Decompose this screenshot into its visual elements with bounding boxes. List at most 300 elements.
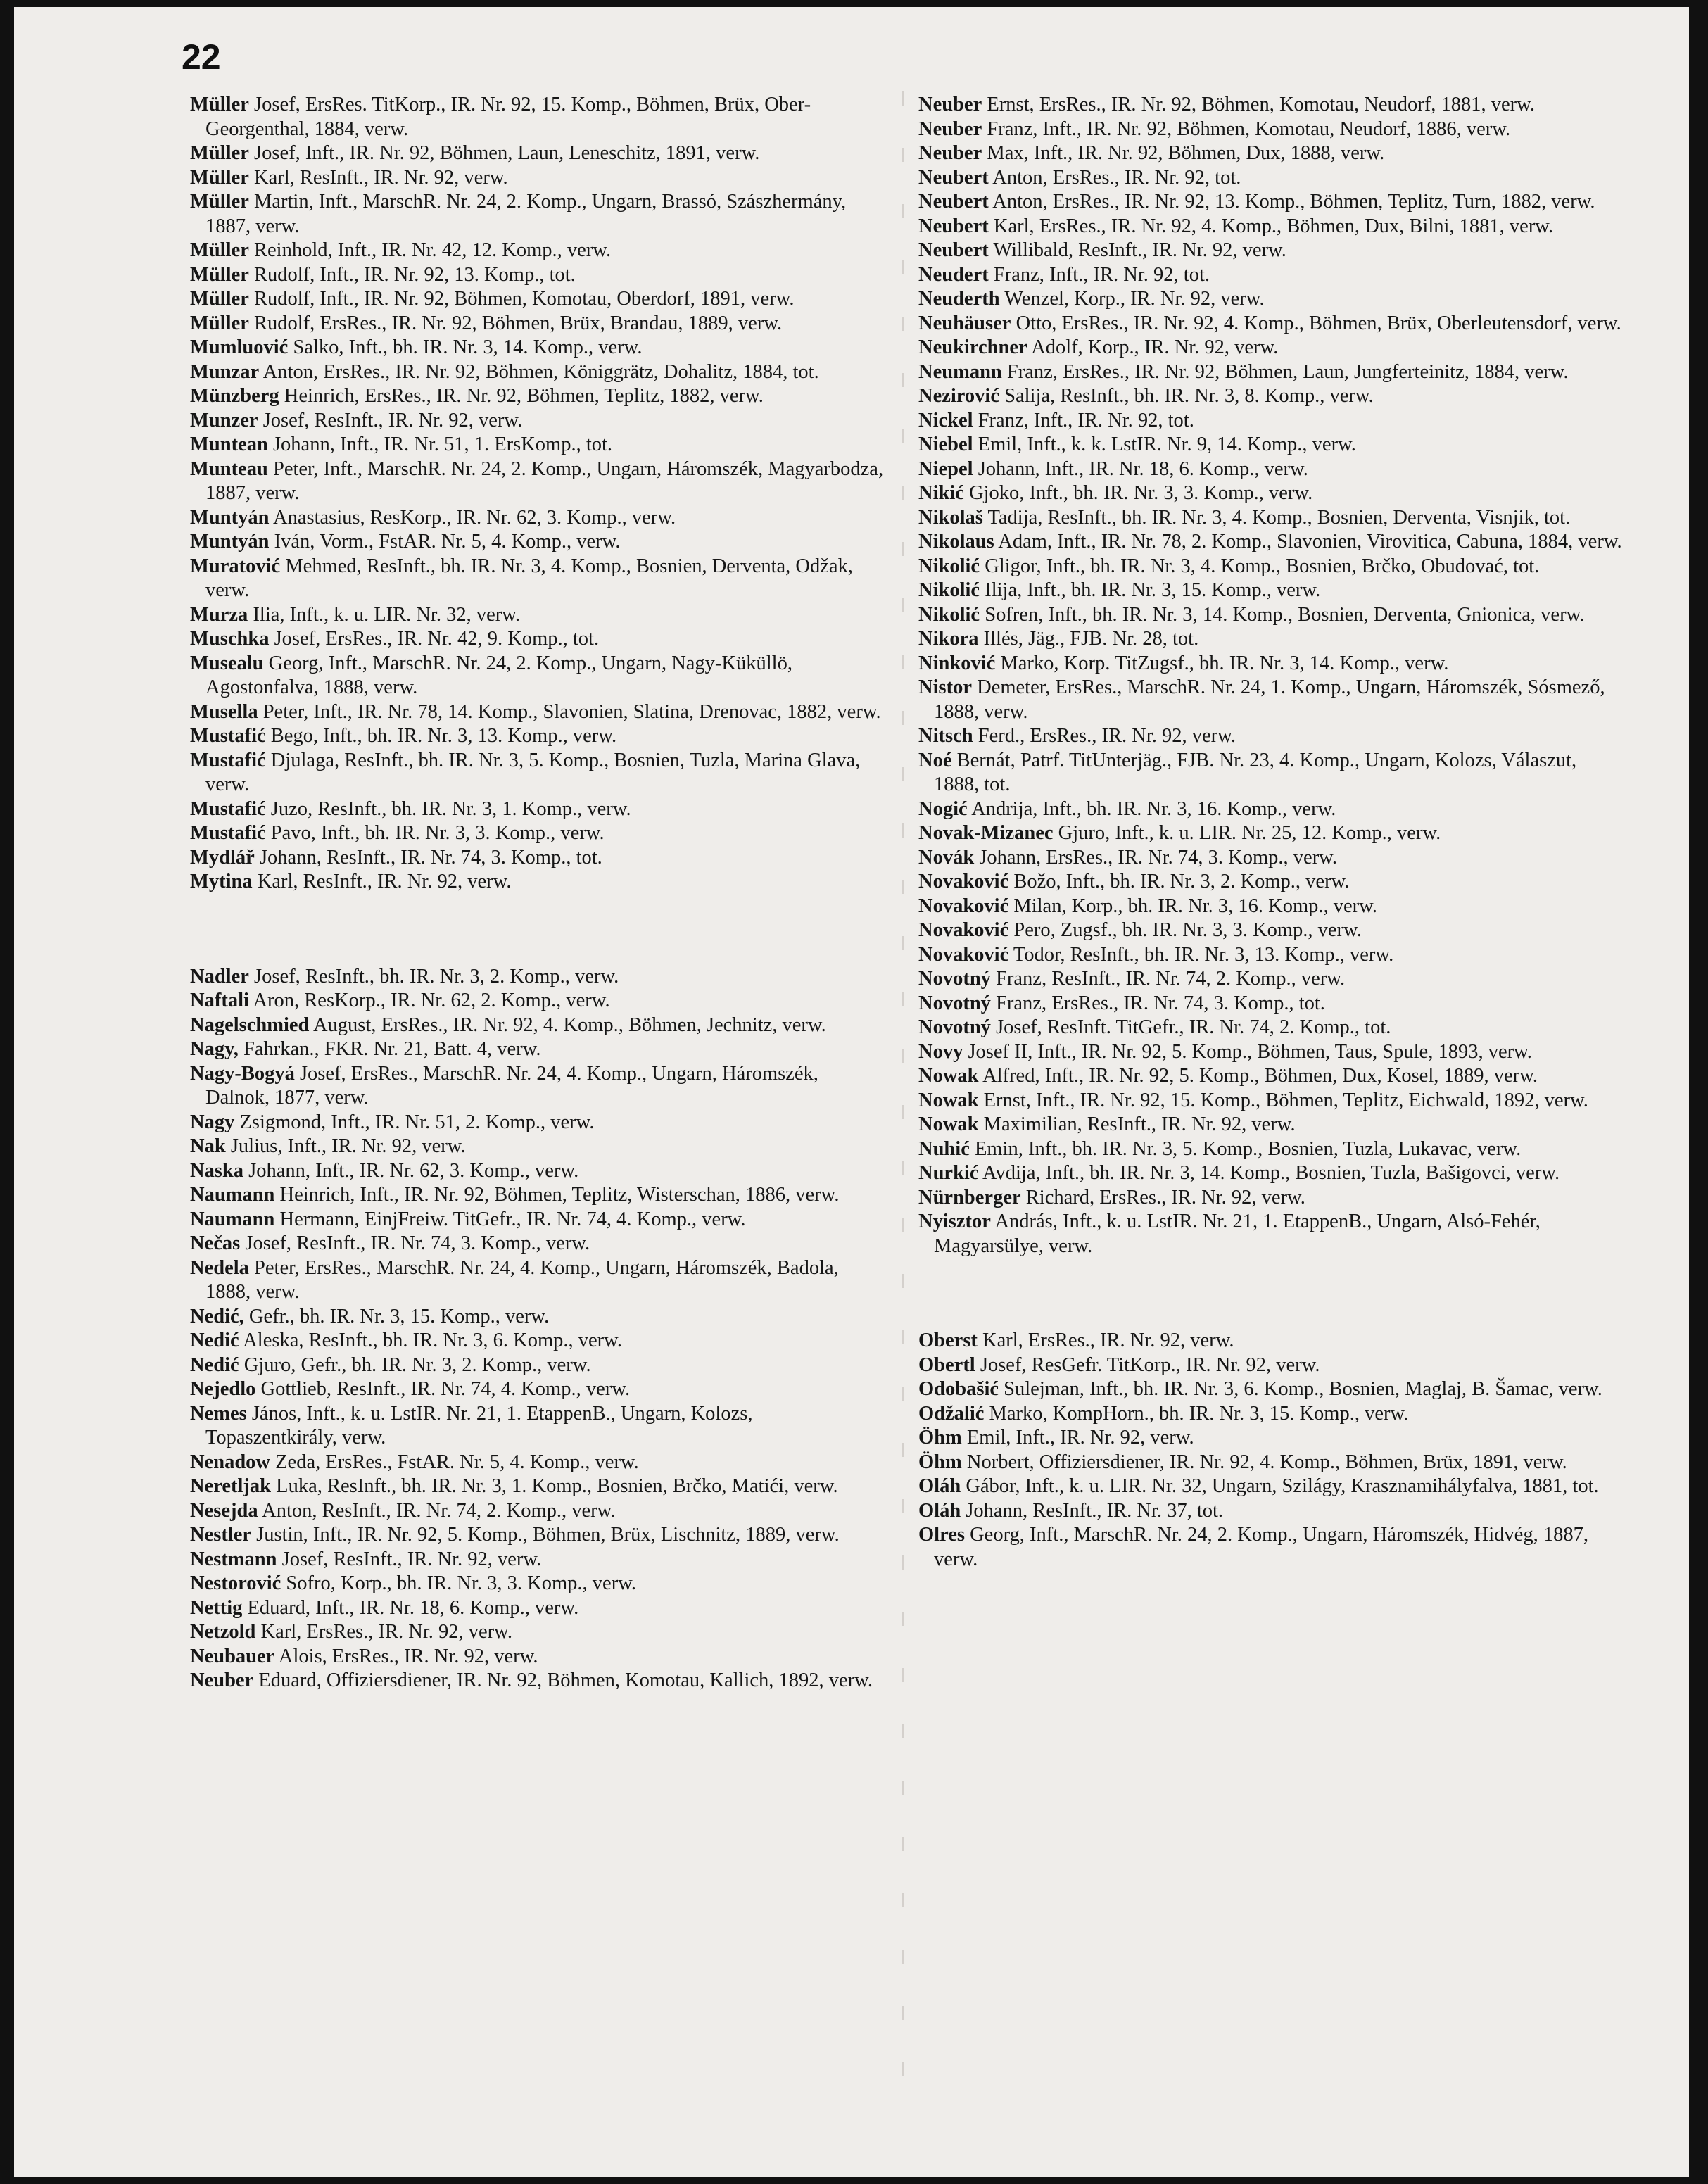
register-entry [918, 1377, 1622, 1402]
register-entry [918, 141, 1622, 166]
register-entry [190, 457, 887, 506]
entry-details: Georg, Inft., MarschR. Nr. 24, 2. Komp., Ungarn, Háromszék, Hidvég, 1887, verw. [934, 1524, 1588, 1570]
entry-details: Johann, Inft., IR. Nr. 18, 6. Komp., verw. [973, 457, 1308, 480]
entry-surname: Neudert [918, 263, 989, 286]
entry-surname: Munzer [190, 409, 258, 431]
entry-surname: Nowak [918, 1089, 979, 1111]
entry-details: Alois, ErsRes., IR. Nr. 92, verw. [274, 1645, 538, 1667]
entry-details: Aleska, ResInft., bh. IR. Nr. 3, 6. Komp., verw. [239, 1330, 622, 1351]
register-entry [918, 895, 1622, 919]
entry-details: Avdija, Inft., bh. IR. Nr. 3, 14. Komp., Bosnien, Tuzla, Bašigovci, verw. [978, 1162, 1560, 1184]
entry-surname: Nagy [190, 1111, 235, 1133]
entry-surname: Neubert [918, 191, 989, 213]
register-entry [918, 409, 1622, 434]
entry-surname: Naumann [190, 1184, 275, 1206]
entry-surname: Müller [190, 239, 249, 261]
entry-details: Sofro, Korp., bh. IR. Nr. 3, 3. Komp., verw. [281, 1572, 637, 1594]
entry-details: Josef, ErsRes., MarschR. Nr. 24, 4. Komp., Ungarn, Háromszék, Dalnok, 1877, verw. [205, 1062, 818, 1109]
entry-details: Johann, ResInft., IR. Nr. 74, 3. Komp., tot. [254, 846, 602, 869]
register-entry [190, 190, 887, 239]
entry-surname: Odžalić [918, 1402, 985, 1425]
entry-details: Anton, ErsRes., IR. Nr. 92, Böhmen, Königgrätz, Dohalitz, 1884, tot. [259, 360, 819, 383]
entry-details: Ilia, Inft., k. u. LIR. Nr. 32, verw. [248, 603, 521, 626]
entry-details: Josef, ResInft., IR. Nr. 74, 3. Komp., verw. [240, 1232, 590, 1254]
entry-surname: Munzar [190, 360, 260, 383]
entry-surname: Neuber [918, 118, 982, 140]
register-entry [190, 965, 887, 990]
entry-details: Rudolf, ErsRes., IR. Nr. 92, Böhmen, Brüx, Brandau, 1889, verw. [248, 312, 783, 334]
register-entry [918, 239, 1622, 263]
register-entry [918, 287, 1622, 312]
register-entry [190, 409, 887, 434]
register-entry [190, 797, 887, 822]
entry-surname: Musealu [190, 652, 264, 674]
register-entry [190, 846, 887, 871]
entry-details: Ilija, Inft., bh. IR. Nr. 3, 15. Komp., verw. [980, 579, 1321, 601]
register-entry [918, 870, 1622, 895]
register-entry [918, 1137, 1622, 1162]
register-entry [190, 749, 887, 797]
entry-details: Wenzel, Korp., IR. Nr. 92, verw. [999, 288, 1265, 310]
left-column [190, 93, 887, 1693]
entry-surname: Müller [190, 312, 249, 334]
register-entry [190, 1037, 887, 1062]
entry-surname: Nedić [190, 1353, 239, 1376]
register-entry [190, 1620, 887, 1645]
register-entry [918, 360, 1622, 385]
register-entry [190, 1329, 887, 1353]
entry-surname: Nedić, [190, 1305, 244, 1327]
entry-details: Willibald, ResInft., IR. Nr. 92, verw. [988, 239, 1286, 261]
register-entry [190, 336, 887, 360]
entry-details: Josef, ErsRes., IR. Nr. 42, 9. Komp., tot. [269, 628, 600, 650]
entry-details: Anton, ErsRes., IR. Nr. 92, tot. [988, 166, 1241, 189]
entry-details: Norbert, Offiziersdiener, IR. Nr. 92, 4. Komp., Böhmen, Brüx, 1891, verw. [961, 1451, 1567, 1473]
register-entry [190, 1499, 887, 1524]
register-entry [190, 312, 887, 336]
register-entry [190, 603, 887, 628]
register-entry [190, 530, 887, 555]
entry-details: Rudolf, Inft., IR. Nr. 92, Böhmen, Komotau, Oberdorf, 1891, verw. [248, 288, 795, 310]
entry-details: Zsigmond, Inft., IR. Nr. 51, 2. Komp., verw. [234, 1111, 595, 1133]
entry-surname: Nyisztor [918, 1211, 991, 1232]
entry-surname: Nadler [190, 965, 249, 987]
entry-details: Josef, ResInft., IR. Nr. 92, verw. [277, 1548, 542, 1570]
entry-details: Alfred, Inft., IR. Nr. 92, 5. Komp., Böhmen, Dux, Kosel, 1889, verw. [978, 1065, 1538, 1087]
entry-details: Karl, ResInft., IR. Nr. 92, verw. [252, 871, 512, 892]
register-entry [918, 1523, 1622, 1572]
register-entry [918, 384, 1622, 409]
entry-surname: Novaković [918, 943, 1009, 966]
entry-details: Pero, Zugsf., bh. IR. Nr. 3, 3. Komp., verw. [1008, 919, 1362, 941]
register-entry [918, 1475, 1622, 1499]
entry-surname: Oberst [918, 1330, 978, 1351]
entry-surname: Olres [918, 1524, 965, 1546]
entry-details: Mehmed, ResInft., bh. IR. Nr. 3, 4. Komp., Bosnien, Derventa, Odžak, verw. [205, 555, 853, 601]
entry-surname: Nagy-Bogyá [190, 1062, 295, 1085]
entry-surname: Neuderth [918, 288, 1000, 310]
entry-surname: Müller [190, 263, 249, 286]
entry-surname: Munteau [190, 457, 268, 480]
register-entry [190, 384, 887, 409]
entry-surname: Nowak [918, 1113, 979, 1135]
entry-details: Martin, Inft., MarschR. Nr. 24, 2. Komp., Ungarn, Brassó, Szászhermány, 1887, verw. [205, 191, 847, 237]
entry-surname: Nettig [190, 1596, 243, 1619]
entry-surname: Nedela [190, 1256, 249, 1279]
register-entry [190, 141, 887, 166]
entry-surname: Neubert [918, 166, 989, 189]
entry-details: Johann, ResInft., IR. Nr. 37, tot. [961, 1499, 1224, 1522]
entry-surname: Öhm [918, 1427, 962, 1448]
entry-surname: Nagelschmied [190, 1014, 310, 1036]
entry-details: Juzo, ResInft., bh. IR. Nr. 3, 1. Komp., verw. [265, 797, 631, 820]
page-number: 22 [182, 37, 221, 77]
entry-surname: Neuhäuser [918, 312, 1011, 334]
entry-surname: Mytina [190, 871, 253, 892]
register-entry [918, 1040, 1622, 1065]
entry-surname: Nečas [190, 1232, 241, 1254]
register-entry [918, 603, 1622, 628]
entry-surname: Nikić [918, 482, 964, 504]
entry-surname: Nak [190, 1135, 226, 1157]
entry-details: Karl, ErsRes., IR. Nr. 92, 4. Komp., Böhmen, Dux, Bilni, 1881, verw. [988, 215, 1554, 237]
entry-details: Anton, ErsRes., IR. Nr. 92, 13. Komp., Böhmen, Teplitz, Turn, 1882, verw. [988, 191, 1595, 213]
entry-details: Peter, Inft., IR. Nr. 78, 14. Komp., Slavonien, Slatina, Drenovac, 1882, verw. [258, 700, 881, 723]
entry-details: Maximilian, ResInft., IR. Nr. 92, verw. [978, 1113, 1296, 1135]
entry-surname: Nestmann [190, 1548, 277, 1570]
entry-surname: Mumluović [190, 336, 289, 358]
register-entry [190, 1135, 887, 1159]
entry-surname: Neuber [918, 142, 982, 164]
register-entry [190, 93, 887, 141]
register-entry [190, 433, 887, 457]
entry-details: Josef, ResInft., IR. Nr. 92, verw. [258, 409, 523, 431]
entry-details: Gjuro, Inft., k. u. LIR. Nr. 25, 12. Komp., verw. [1053, 822, 1441, 844]
entry-surname: Nikolić [918, 603, 980, 626]
entry-surname: Nenadow [190, 1451, 271, 1473]
entry-details: Josef, ResInft., bh. IR. Nr. 3, 2. Komp., verw. [248, 965, 619, 987]
register-entry [918, 1016, 1622, 1040]
entry-details: Anastasius, ResKorp., IR. Nr. 62, 3. Komp., verw. [269, 506, 676, 529]
register-entry [190, 724, 887, 749]
section-gap [190, 895, 887, 965]
entry-details: Anton, ResInft., IR. Nr. 74, 2. Komp., verw. [258, 1499, 616, 1522]
entry-surname: Öhm [918, 1451, 962, 1473]
entry-surname: Novotný [918, 968, 991, 990]
entry-details: Emil, Inft., k. k. LstIR. Nr. 9, 14. Komp., verw. [973, 434, 1356, 455]
entry-surname: Novotný [918, 992, 991, 1014]
entry-details: Djulaga, ResInft., bh. IR. Nr. 3, 5. Komp., Bosnien, Tuzla, Marina Glava, verw. [205, 749, 861, 795]
entry-surname: Neubert [918, 239, 989, 261]
entry-surname: Niebel [918, 434, 973, 455]
register-entry [918, 579, 1622, 603]
entry-details: Ernst, ErsRes., IR. Nr. 92, Böhmen, Komotau, Neudorf, 1881, verw. [982, 94, 1535, 115]
entry-surname: Nistor [918, 676, 972, 698]
register-entry [190, 1377, 887, 1402]
register-entry [190, 627, 887, 652]
entry-surname: Naftali [190, 990, 249, 1011]
entry-surname: Müller [190, 288, 249, 310]
register-entry [918, 1451, 1622, 1475]
entry-details: Gefr., bh. IR. Nr. 3, 15. Komp., verw. [243, 1305, 550, 1327]
register-entry [918, 1426, 1622, 1451]
register-entry [918, 967, 1622, 992]
entry-surname: Nürnberger [918, 1186, 1021, 1208]
register-entry [190, 506, 887, 531]
register-entry [190, 1183, 887, 1208]
entry-details: Iván, Vorm., FstAR. Nr. 5, 4. Komp., verw. [269, 531, 621, 553]
register-entry [918, 724, 1622, 749]
entry-surname: Müller [190, 166, 249, 189]
register-entry [918, 190, 1622, 215]
entry-surname: Neubauer [190, 1645, 275, 1667]
entry-surname: Oláh [918, 1499, 961, 1522]
register-entry [918, 530, 1622, 555]
entry-surname: Nikolić [918, 555, 980, 577]
register-entry [190, 1014, 887, 1038]
register-entry [918, 433, 1622, 457]
register-entry [190, 1111, 887, 1135]
entry-details: Fahrkan., FKR. Nr. 21, Batt. 4, verw. [238, 1038, 541, 1060]
register-entry [190, 555, 887, 603]
register-entry [918, 312, 1622, 336]
entry-details: August, ErsRes., IR. Nr. 92, 4. Komp., Böhmen, Jechnitz, verw. [309, 1014, 826, 1036]
register-entry [918, 555, 1622, 579]
entry-surname: Naska [190, 1159, 244, 1182]
entry-surname: Müller [190, 142, 249, 164]
entry-surname: Muntean [190, 434, 268, 455]
register-entry [190, 360, 887, 385]
entry-details: Justin, Inft., IR. Nr. 92, 5. Komp., Böhmen, Brüx, Lischnitz, 1889, verw. [251, 1524, 840, 1546]
column-divider [902, 91, 904, 2119]
register-entry [918, 1210, 1622, 1258]
entry-surname: Neuber [918, 94, 982, 115]
entry-surname: Neretljak [190, 1475, 272, 1497]
entry-surname: Nuhić [918, 1137, 970, 1160]
register-entry [190, 1572, 887, 1596]
entry-surname: Nezirović [918, 385, 1000, 407]
entry-surname: Mustafić [190, 725, 266, 747]
entry-details: Marko, KompHorn., bh. IR. Nr. 3, 15. Komp., verw. [984, 1402, 1409, 1425]
register-entry [190, 1159, 887, 1184]
register-entry [190, 870, 887, 895]
entry-details: Božo, Inft., bh. IR. Nr. 3, 2. Komp., verw. [1008, 871, 1350, 892]
entry-details: Rudolf, Inft., IR. Nr. 92, 13. Komp., tot. [248, 263, 576, 286]
register-entry [918, 1113, 1622, 1137]
entry-details: Gottlieb, ResInft., IR. Nr. 74, 4. Komp., verw. [255, 1378, 631, 1400]
entry-details: Peter, Inft., MarschR. Nr. 24, 2. Komp., Ungarn, Háromszék, Magyarbodza, 1887, verw. [205, 457, 884, 504]
entry-surname: Netzold [190, 1621, 256, 1643]
entry-details: Sulejman, Inft., bh. IR. Nr. 3, 6. Komp., Bosnien, Maglaj, B. Šamac, verw. [999, 1378, 1602, 1400]
entry-details: Heinrich, ErsRes., IR. Nr. 92, Böhmen, Teplitz, 1882, verw. [279, 385, 764, 407]
entry-details: Eduard, Inft., IR. Nr. 18, 6. Komp., verw. [242, 1596, 579, 1619]
register-entry [918, 919, 1622, 943]
register-entry [918, 1089, 1622, 1113]
entry-surname: Nickel [918, 409, 973, 431]
register-entry [190, 1256, 887, 1305]
entry-surname: Novotný [918, 1016, 991, 1038]
entry-details: Bernát, Patrf. TitUnterjäg., FJB. Nr. 23, 4. Komp., Ungarn, Kolozs, Válaszut, 1888, tot. [934, 749, 1577, 795]
entry-details: Milan, Korp., bh. IR. Nr. 3, 16. Komp., verw. [1008, 895, 1378, 917]
entry-details: Karl, ErsRes., IR. Nr. 92, verw. [977, 1330, 1234, 1351]
register-entry [190, 1548, 887, 1572]
register-entry [190, 1305, 887, 1330]
register-entry [918, 749, 1622, 797]
entry-details: Johann, ErsRes., IR. Nr. 74, 3. Komp., verw. [974, 846, 1338, 869]
entry-details: Johann, Inft., IR. Nr. 51, 1. ErsKomp., tot. [267, 434, 613, 455]
register-entry [190, 1062, 887, 1111]
entry-details: Emil, Inft., IR. Nr. 92, verw. [961, 1427, 1194, 1448]
entry-surname: Neumann [918, 360, 1002, 383]
entry-surname: Nagy, [190, 1038, 239, 1060]
entry-details: Andrija, Inft., bh. IR. Nr. 3, 16. Komp., verw. [967, 797, 1336, 820]
entry-surname: Münzberg [190, 385, 279, 407]
entry-surname: Nikolaus [918, 531, 994, 553]
entry-surname: Nogić [918, 797, 968, 820]
entry-surname: Novak-Mizanec [918, 822, 1054, 844]
register-entry [918, 1402, 1622, 1427]
entry-details: Franz, Inft., IR. Nr. 92, Böhmen, Komotau, Neudorf, 1886, verw. [982, 118, 1511, 140]
entry-surname: Nikolaš [918, 506, 983, 529]
entry-details: Franz, ResInft., IR. Nr. 74, 2. Komp., verw. [990, 968, 1346, 990]
entry-details: Georg, Inft., MarschR. Nr. 24, 2. Komp., Ungarn, Nagy-Küküllö, Agostonfalva, 1888, verw. [205, 652, 792, 698]
register-entry [190, 652, 887, 700]
register-entry [918, 676, 1622, 724]
entry-surname: Nejedlo [190, 1378, 256, 1400]
register-entry [918, 263, 1622, 288]
register-entry [190, 1402, 887, 1451]
entry-surname: Nurkić [918, 1162, 979, 1184]
register-entry [918, 846, 1622, 871]
entry-surname: Nowak [918, 1065, 979, 1087]
entry-surname: Neukirchner [918, 336, 1027, 358]
register-entry [918, 481, 1622, 506]
register-entry [190, 263, 887, 288]
entry-details: Eduard, Offiziersdiener, IR. Nr. 92, Böhmen, Komotau, Kallich, 1892, verw. [253, 1669, 873, 1691]
entry-details: Adolf, Korp., IR. Nr. 92, verw. [1027, 336, 1279, 358]
entry-details: Otto, ErsRes., IR. Nr. 92, 4. Komp., Böhmen, Brüx, Oberleutensdorf, verw. [1011, 312, 1621, 334]
entry-surname: Mydlář [190, 846, 255, 869]
entry-details: Pavo, Inft., bh. IR. Nr. 3, 3. Komp., verw. [265, 822, 605, 844]
entry-details: Max, Inft., IR. Nr. 92, Böhmen, Dux, 1888, verw. [982, 142, 1385, 164]
entry-surname: Nedić [190, 1330, 239, 1351]
entry-surname: Novaković [918, 871, 1009, 892]
register-entry [918, 215, 1622, 239]
entry-details: Ernst, Inft., IR. Nr. 92, 15. Komp., Böhmen, Teplitz, Eichwald, 1892, verw. [978, 1089, 1588, 1111]
entry-details: Luka, ResInft., bh. IR. Nr. 3, 1. Komp., Bosnien, Brčko, Matići, verw. [271, 1475, 838, 1497]
entry-details: Franz, ErsRes., IR. Nr. 92, Böhmen, Laun, Jungferteinitz, 1884, verw. [1001, 360, 1569, 383]
entry-surname: Novy [918, 1040, 963, 1063]
entry-details: Bego, Inft., bh. IR. Nr. 3, 13. Komp., verw. [265, 725, 617, 747]
entry-surname: Nitsch [918, 725, 973, 747]
entry-surname: Nestler [190, 1524, 252, 1546]
entry-details: Karl, ErsRes., IR. Nr. 92, verw. [255, 1621, 513, 1643]
entry-details: Franz, ErsRes., IR. Nr. 74, 3. Komp., tot. [990, 992, 1325, 1014]
entry-surname: Mustafić [190, 822, 266, 844]
entry-surname: Muntyán [190, 531, 270, 553]
register-entry [918, 627, 1622, 652]
entry-surname: Novák [918, 846, 975, 869]
register-entry [190, 1208, 887, 1232]
register-entry [190, 1475, 887, 1499]
entry-surname: Müller [190, 191, 249, 213]
entry-surname: Neuber [190, 1669, 254, 1691]
entry-surname: Muschka [190, 628, 270, 650]
register-entry [190, 239, 887, 263]
register-entry [918, 652, 1622, 676]
entry-details: Tadija, ResInft., bh. IR. Nr. 3, 4. Komp., Bosnien, Derventa, Visnjik, tot. [982, 506, 1571, 529]
entry-details: Josef, ErsRes. TitKorp., IR. Nr. 92, 15. Komp., Böhmen, Brüx, Ober-Georgenthal, 1884, verw. [205, 94, 811, 140]
entry-details: Peter, ErsRes., MarschR. Nr. 24, 4. Komp., Ungarn, Háromszék, Badola, 1888, verw. [205, 1256, 839, 1303]
entry-details: Gábor, Inft., k. u. LIR. Nr. 32, Ungarn, Szilágy, Krasznamihályfalva, 1881, tot. [961, 1475, 1599, 1497]
register-entry [918, 336, 1622, 360]
register-entry [190, 700, 887, 725]
entry-details: Gligor, Inft., bh. IR. Nr. 3, 4. Komp., Bosnien, Brčko, Obudovać, tot. [980, 555, 1540, 577]
register-entry [918, 1329, 1622, 1353]
entry-details: Ferd., ErsRes., IR. Nr. 92, verw. [973, 725, 1236, 747]
entry-details: Zeda, ErsRes., FstAR. Nr. 5, 4. Komp., verw. [270, 1451, 639, 1473]
entry-details: Heinrich, Inft., IR. Nr. 92, Böhmen, Teplitz, Wisterschan, 1886, verw. [274, 1184, 840, 1206]
register-entry [918, 1499, 1622, 1524]
entry-surname: Noé [918, 749, 952, 771]
entry-surname: Nikolić [918, 579, 980, 601]
entry-surname: Nestorović [190, 1572, 281, 1594]
register-entry [190, 1669, 887, 1693]
register-entry [918, 166, 1622, 191]
register-entry [190, 1596, 887, 1621]
entry-details: Gjoko, Inft., bh. IR. Nr. 3, 3. Komp., verw. [963, 482, 1313, 504]
entry-details: Aron, ResKorp., IR. Nr. 62, 2. Komp., verw. [248, 990, 610, 1011]
register-entry [918, 93, 1622, 118]
entry-surname: Ninković [918, 652, 996, 674]
entry-surname: Neubert [918, 215, 989, 237]
register-entry [918, 797, 1622, 822]
entry-details: Julius, Inft., IR. Nr. 92, verw. [225, 1135, 466, 1157]
entry-details: Adam, Inft., IR. Nr. 78, 2. Komp., Slavonien, Virovitica, Cabuna, 1884, verw. [994, 531, 1622, 553]
entry-surname: Naumann [190, 1208, 275, 1230]
entry-surname: Nikora [918, 628, 979, 650]
register-entry [190, 1523, 887, 1548]
register-entry [190, 821, 887, 846]
entry-surname: Muntyán [190, 506, 270, 529]
entry-details: Marko, Korp. TitZugsf., bh. IR. Nr. 3, 14. Komp., verw. [995, 652, 1449, 674]
register-entry [918, 506, 1622, 531]
entry-details: Reinhold, Inft., IR. Nr. 42, 12. Komp., verw. [248, 239, 612, 261]
entry-details: Illés, Jäg., FJB. Nr. 28, tot. [978, 628, 1199, 650]
entry-surname: Obertl [918, 1353, 975, 1376]
register-entry [190, 989, 887, 1014]
entry-details: Josef II, Inft., IR. Nr. 92, 5. Komp., Böhmen, Taus, Spule, 1893, verw. [963, 1040, 1532, 1063]
register-entry [918, 457, 1622, 482]
entry-surname: Murza [190, 603, 248, 626]
section-gap [918, 1258, 1622, 1329]
entry-details: Salija, ResInft., bh. IR. Nr. 3, 8. Komp., verw. [999, 385, 1374, 407]
entry-details: András, Inft., k. u. LstIR. Nr. 21, 1. EtappenB., Ungarn, Alsó-Fehér, Magyarsülye, verw. [934, 1211, 1541, 1257]
register-entry [918, 1064, 1622, 1089]
entry-surname: Niepel [918, 457, 973, 480]
register-entry [190, 1232, 887, 1256]
entry-surname: Muratović [190, 555, 281, 577]
entry-surname: Oláh [918, 1475, 961, 1497]
entry-surname: Nesejda [190, 1499, 258, 1522]
register-entry [918, 1353, 1622, 1378]
entry-details: Franz, Inft., IR. Nr. 92, tot. [988, 263, 1210, 286]
entry-surname: Novaković [918, 919, 1009, 941]
register-entry [190, 1645, 887, 1669]
right-column [918, 93, 1622, 1572]
entry-surname: Mustafić [190, 749, 266, 771]
entry-details: Sofren, Inft., bh. IR. Nr. 3, 14. Komp., Bosnien, Derventa, Gnionica, verw. [980, 603, 1585, 626]
